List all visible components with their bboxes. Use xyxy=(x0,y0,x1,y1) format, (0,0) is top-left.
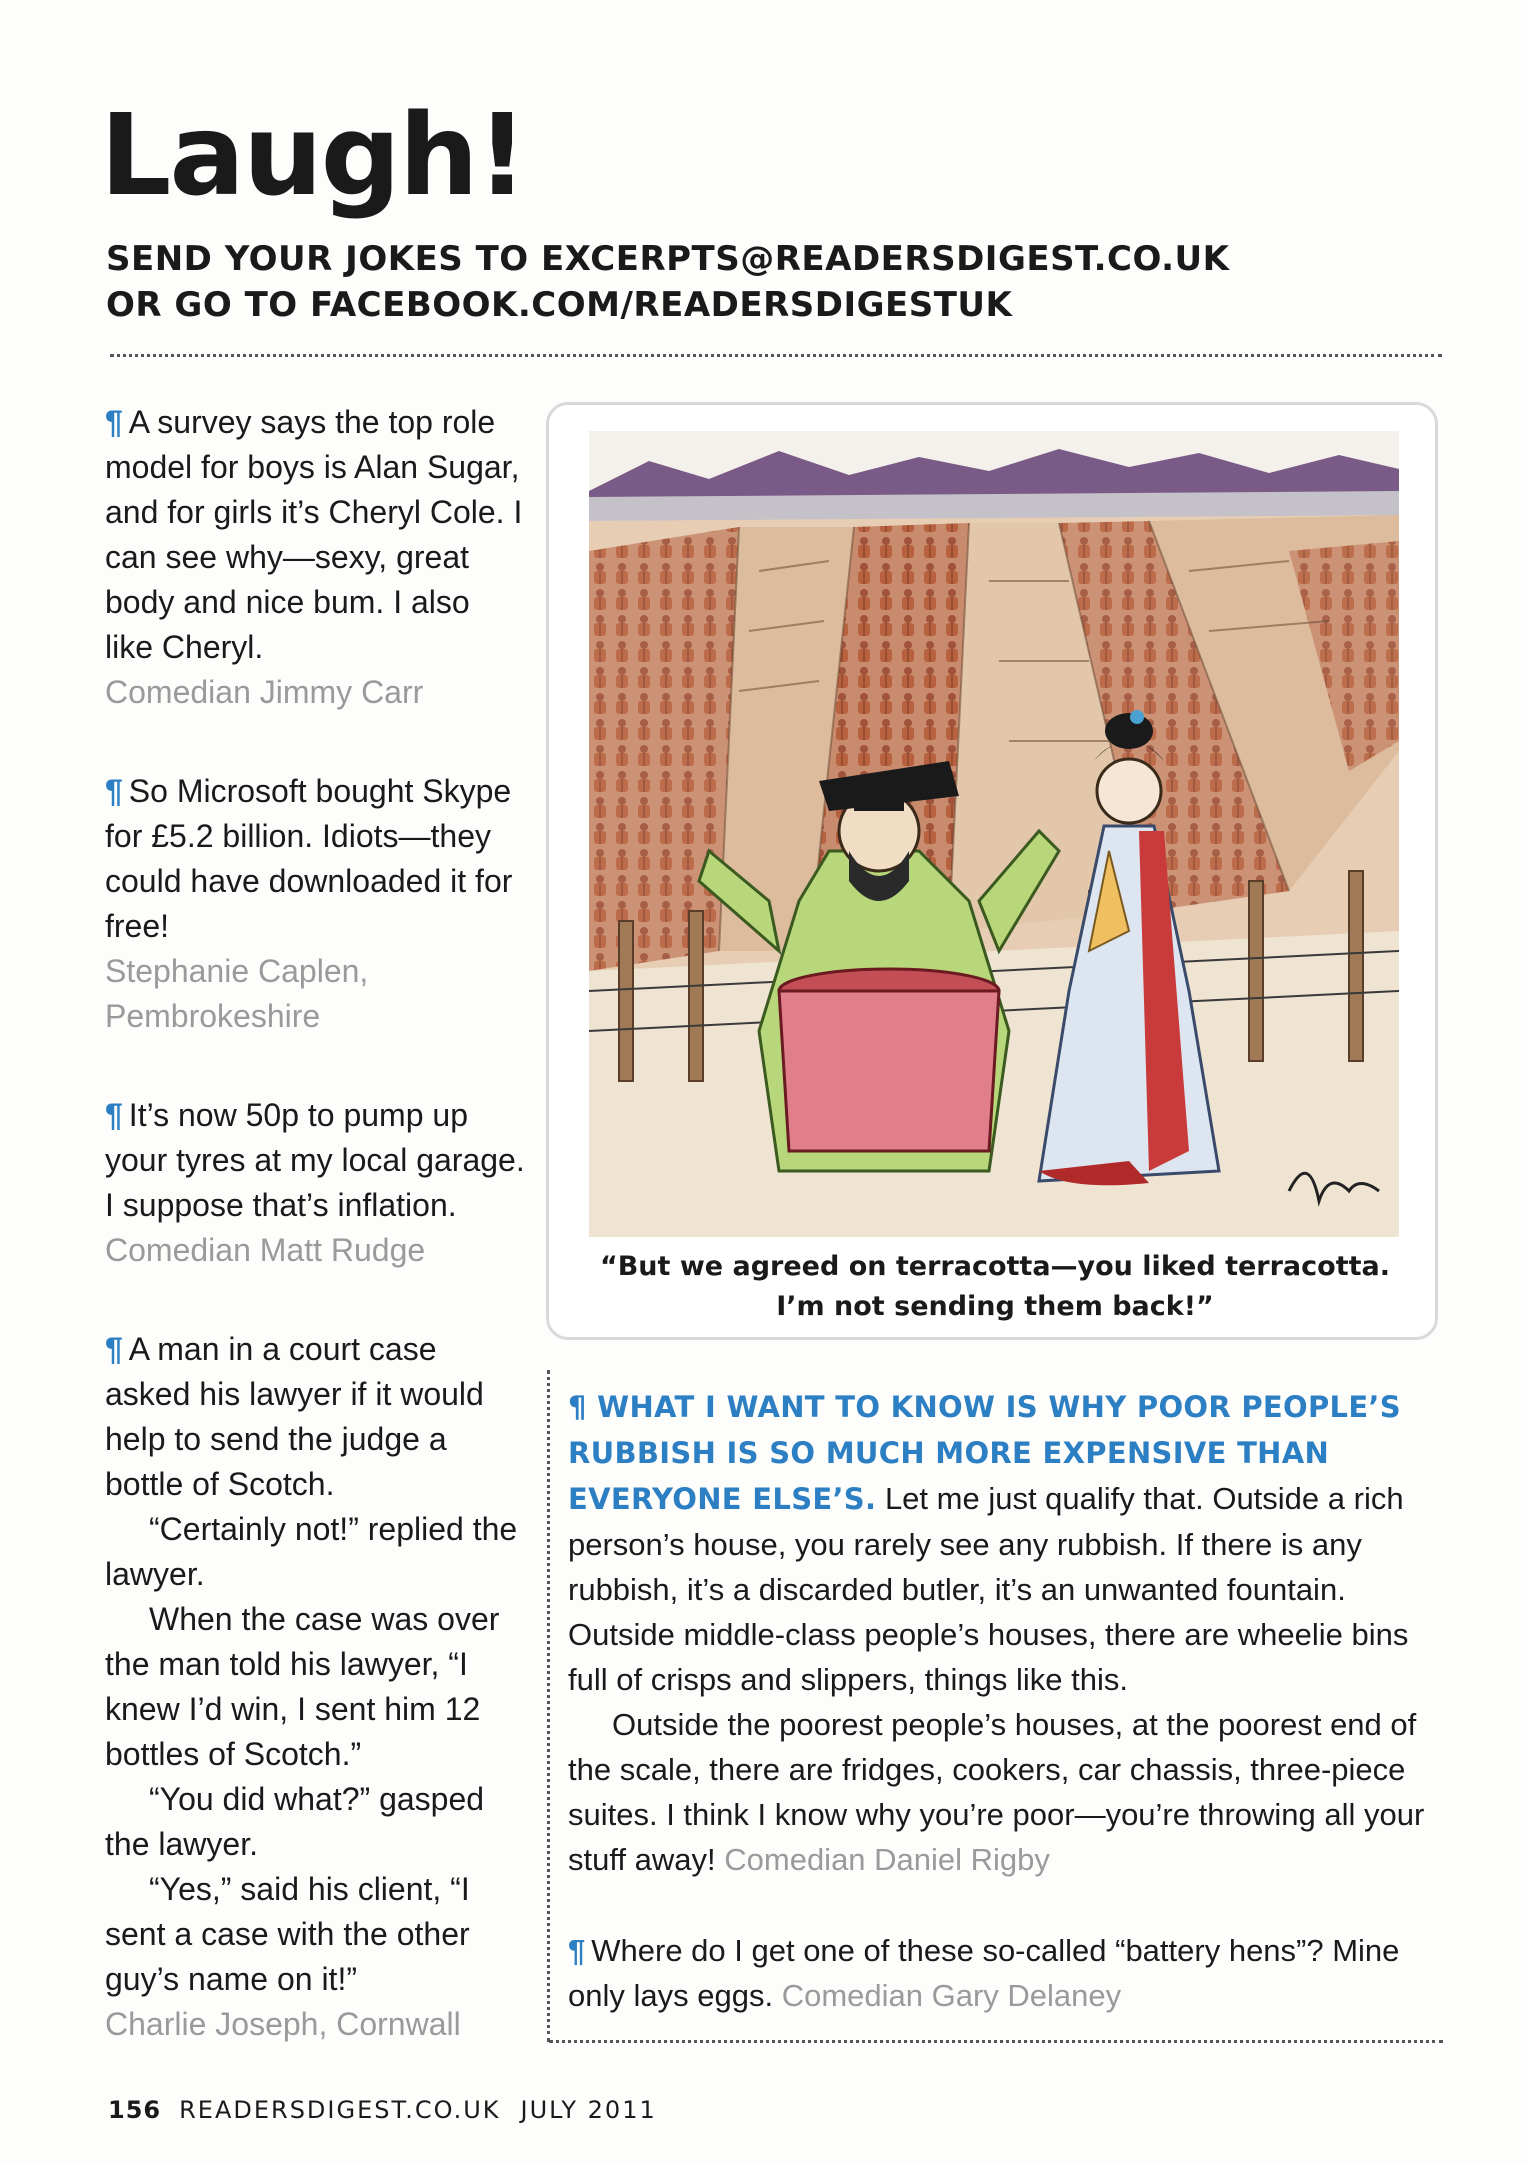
bottom-divider xyxy=(549,2040,1443,2043)
joke-paragraph: When the case was over the man told his lawyer, “I knew I’d win, I sent him 12 bottles of Scotch.” xyxy=(105,1601,500,1772)
terracotta-army-cartoon xyxy=(589,431,1399,1237)
joke-text: It’s now 50p to pump up your tyres at my local garage. I suppose that’s inflation. xyxy=(105,1097,525,1223)
joke-paragraph: “You did what?” gasped the lawyer. xyxy=(105,1781,485,1862)
feature-lead: WHAT I WANT TO KNOW IS WHY POOR PEOPLE’S RUBBISH IS SO MUCH MORE EXPENSIVE THAN EVERYONE ELSE’S. xyxy=(568,1390,1401,1516)
joke-credit: Comedian Matt Rudge xyxy=(105,1232,426,1268)
submission-info xyxy=(106,236,1230,328)
joke-text: A survey says the top role model for boys is Alan Sugar, and for girls it’s Cheryl Cole. I can see why—sexy, great body and nice bum. I also like Cheryl. xyxy=(105,404,523,665)
feature-paragraph: Let me just qualify that. Outside a rich person’s house, you rarely see any rubbish. If there is any rubbish, it’s a discarded butler, it’s an unwanted fountain. Outside middle-class people’s houses, there are wheelie bins full of crisps and slippers, things like this. xyxy=(568,1481,1409,1697)
joke-item xyxy=(105,769,525,1039)
page-title: Laugh! xyxy=(100,91,526,221)
caption-line: “But we agreed on terracotta—you liked terracotta. xyxy=(599,1251,1390,1282)
submission-line-email: SEND YOUR JOKES TO EXCERPTS@READERSDIGEST.CO.UK xyxy=(106,239,1230,279)
pilcrow-icon: ¶ xyxy=(105,1331,123,1367)
pilcrow-icon: ¶ xyxy=(568,1390,598,1424)
footer-site: READERSDIGEST.CO.UK xyxy=(179,2096,501,2124)
left-column xyxy=(105,400,525,2101)
pilcrow-icon: ¶ xyxy=(105,773,123,809)
page-number: 156 xyxy=(108,2096,162,2124)
cartoon-caption xyxy=(549,1247,1441,1327)
caption-line: I’m not sending them back!” xyxy=(776,1291,1214,1322)
page-footer xyxy=(108,2096,657,2124)
joke-item xyxy=(105,400,525,715)
joke-text: Where do I get one of these so-called “battery hens”? Mine only lays eggs. xyxy=(568,1933,1400,2013)
pilcrow-icon: ¶ xyxy=(105,1097,123,1133)
joke-item xyxy=(105,1327,525,2047)
joke-credit: Comedian Gary Delaney xyxy=(781,1978,1122,2013)
joke-paragraph: A man in a court case asked his lawyer if it would help to send the judge a bottle of Scotch. xyxy=(105,1331,484,1502)
joke-paragraph: “Certainly not!” replied the lawyer. xyxy=(105,1511,518,1592)
header-divider xyxy=(110,354,1442,357)
joke-text: So Microsoft bought Skype for £5.2 billion. Idiots—they could have downloaded it for free! xyxy=(105,773,513,944)
joke-item xyxy=(105,1093,525,1273)
column-divider xyxy=(547,1370,550,2042)
feature-paragraph: Outside the poorest people’s houses, at the poorest end of the scale, there are fridges, cookers, car chassis, three-piece suites. I think I know why you’re poor—you’re throwing all your stuff away! xyxy=(568,1707,1425,1877)
joke-credit: Charlie Joseph, Cornwall xyxy=(105,2006,461,2042)
right-column xyxy=(568,1384,1438,2018)
joke-credit: Stephanie Caplen, Pembrokeshire xyxy=(105,953,369,1034)
pilcrow-icon: ¶ xyxy=(568,1933,586,1968)
footer-issue: JULY 2011 xyxy=(520,2096,657,2124)
joke-paragraph: “Yes,” said his client, “I sent a case with the other guy’s name on it!” xyxy=(105,1871,470,1997)
submission-line-facebook: OR GO TO FACEBOOK.COM/READERSDIGESTUK xyxy=(106,285,1013,325)
joke-credit: Comedian Jimmy Carr xyxy=(105,674,424,710)
feature-credit: Comedian Daniel Rigby xyxy=(724,1842,1050,1877)
pilcrow-icon: ¶ xyxy=(105,404,123,440)
cartoon-panel xyxy=(546,402,1438,1340)
